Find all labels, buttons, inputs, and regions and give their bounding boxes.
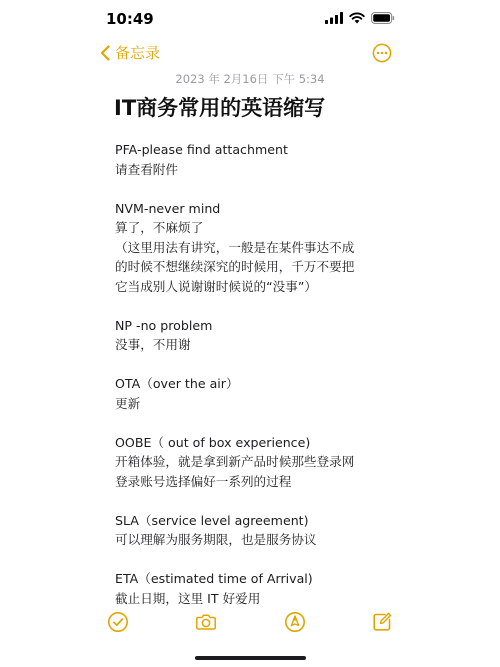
note-line: 它当成别人说谢谢时候说的“没事”）: [115, 278, 317, 294]
status-icons: [325, 12, 395, 24]
note-date: 2023 年 2月16日 下午 5:34: [175, 72, 325, 86]
note-line: （这里用法有讲究，一般是在某件事达不成: [115, 239, 355, 255]
note-title[interactable]: IT商务常用的英语缩写: [114, 96, 326, 120]
note-line: SLA（service level agreement): [115, 512, 309, 528]
signal-icon: [325, 12, 343, 24]
markup-pen-icon[interactable]: [284, 611, 306, 633]
bottom-toolbar: [0, 611, 500, 637]
note-paragraph: [115, 569, 387, 608]
more-options-icon[interactable]: [372, 43, 392, 63]
note-line: 请查看附件: [115, 161, 178, 177]
back-button[interactable]: [100, 42, 160, 63]
back-label: 备忘录: [115, 44, 161, 62]
note-line: 算了，不麻烦了: [115, 220, 204, 235]
note-line: 更新: [115, 395, 141, 411]
home-indicator[interactable]: [195, 656, 306, 660]
note-paragraph: [115, 433, 387, 492]
navigation-bar: [0, 42, 500, 68]
note-line: OTA（over the air）: [115, 376, 239, 391]
battery-icon: [371, 12, 395, 24]
note-paragraph: [115, 316, 387, 355]
checklist-icon[interactable]: [107, 611, 129, 633]
note-line: 截止日期，这里 IT 好爱用: [115, 590, 261, 606]
wifi-icon: [349, 12, 365, 24]
note-paragraph: [115, 374, 387, 413]
note-line: NP -no problem: [115, 317, 213, 333]
note-paragraph: [115, 511, 387, 550]
status-time: 10:49: [106, 10, 154, 28]
note-line: 可以理解为服务期限，也是服务协议: [115, 532, 317, 547]
camera-icon[interactable]: [195, 611, 217, 633]
note-body[interactable]: [115, 140, 387, 628]
note-line: ETA（estimated time of Arrival): [115, 571, 313, 586]
note-paragraph: [115, 140, 387, 179]
chevron-left-icon: [100, 45, 110, 61]
note-line: PFA-please find attachment: [115, 142, 288, 157]
note-paragraph: [115, 199, 387, 297]
status-bar: [0, 0, 500, 40]
compose-icon[interactable]: [371, 611, 393, 633]
note-line: 没事，不用谢: [115, 337, 191, 352]
note-line: 的时候不想继续深究的时候用，千万不要把: [115, 259, 355, 274]
note-line: OOBE（ out of box experience): [115, 434, 311, 450]
note-line: 登录账号选择偏好一系列的过程: [115, 473, 292, 489]
note-line: 开箱体验，就是拿到新产品时候那些登录网: [115, 454, 355, 469]
note-line: NVM-never mind: [115, 200, 221, 216]
